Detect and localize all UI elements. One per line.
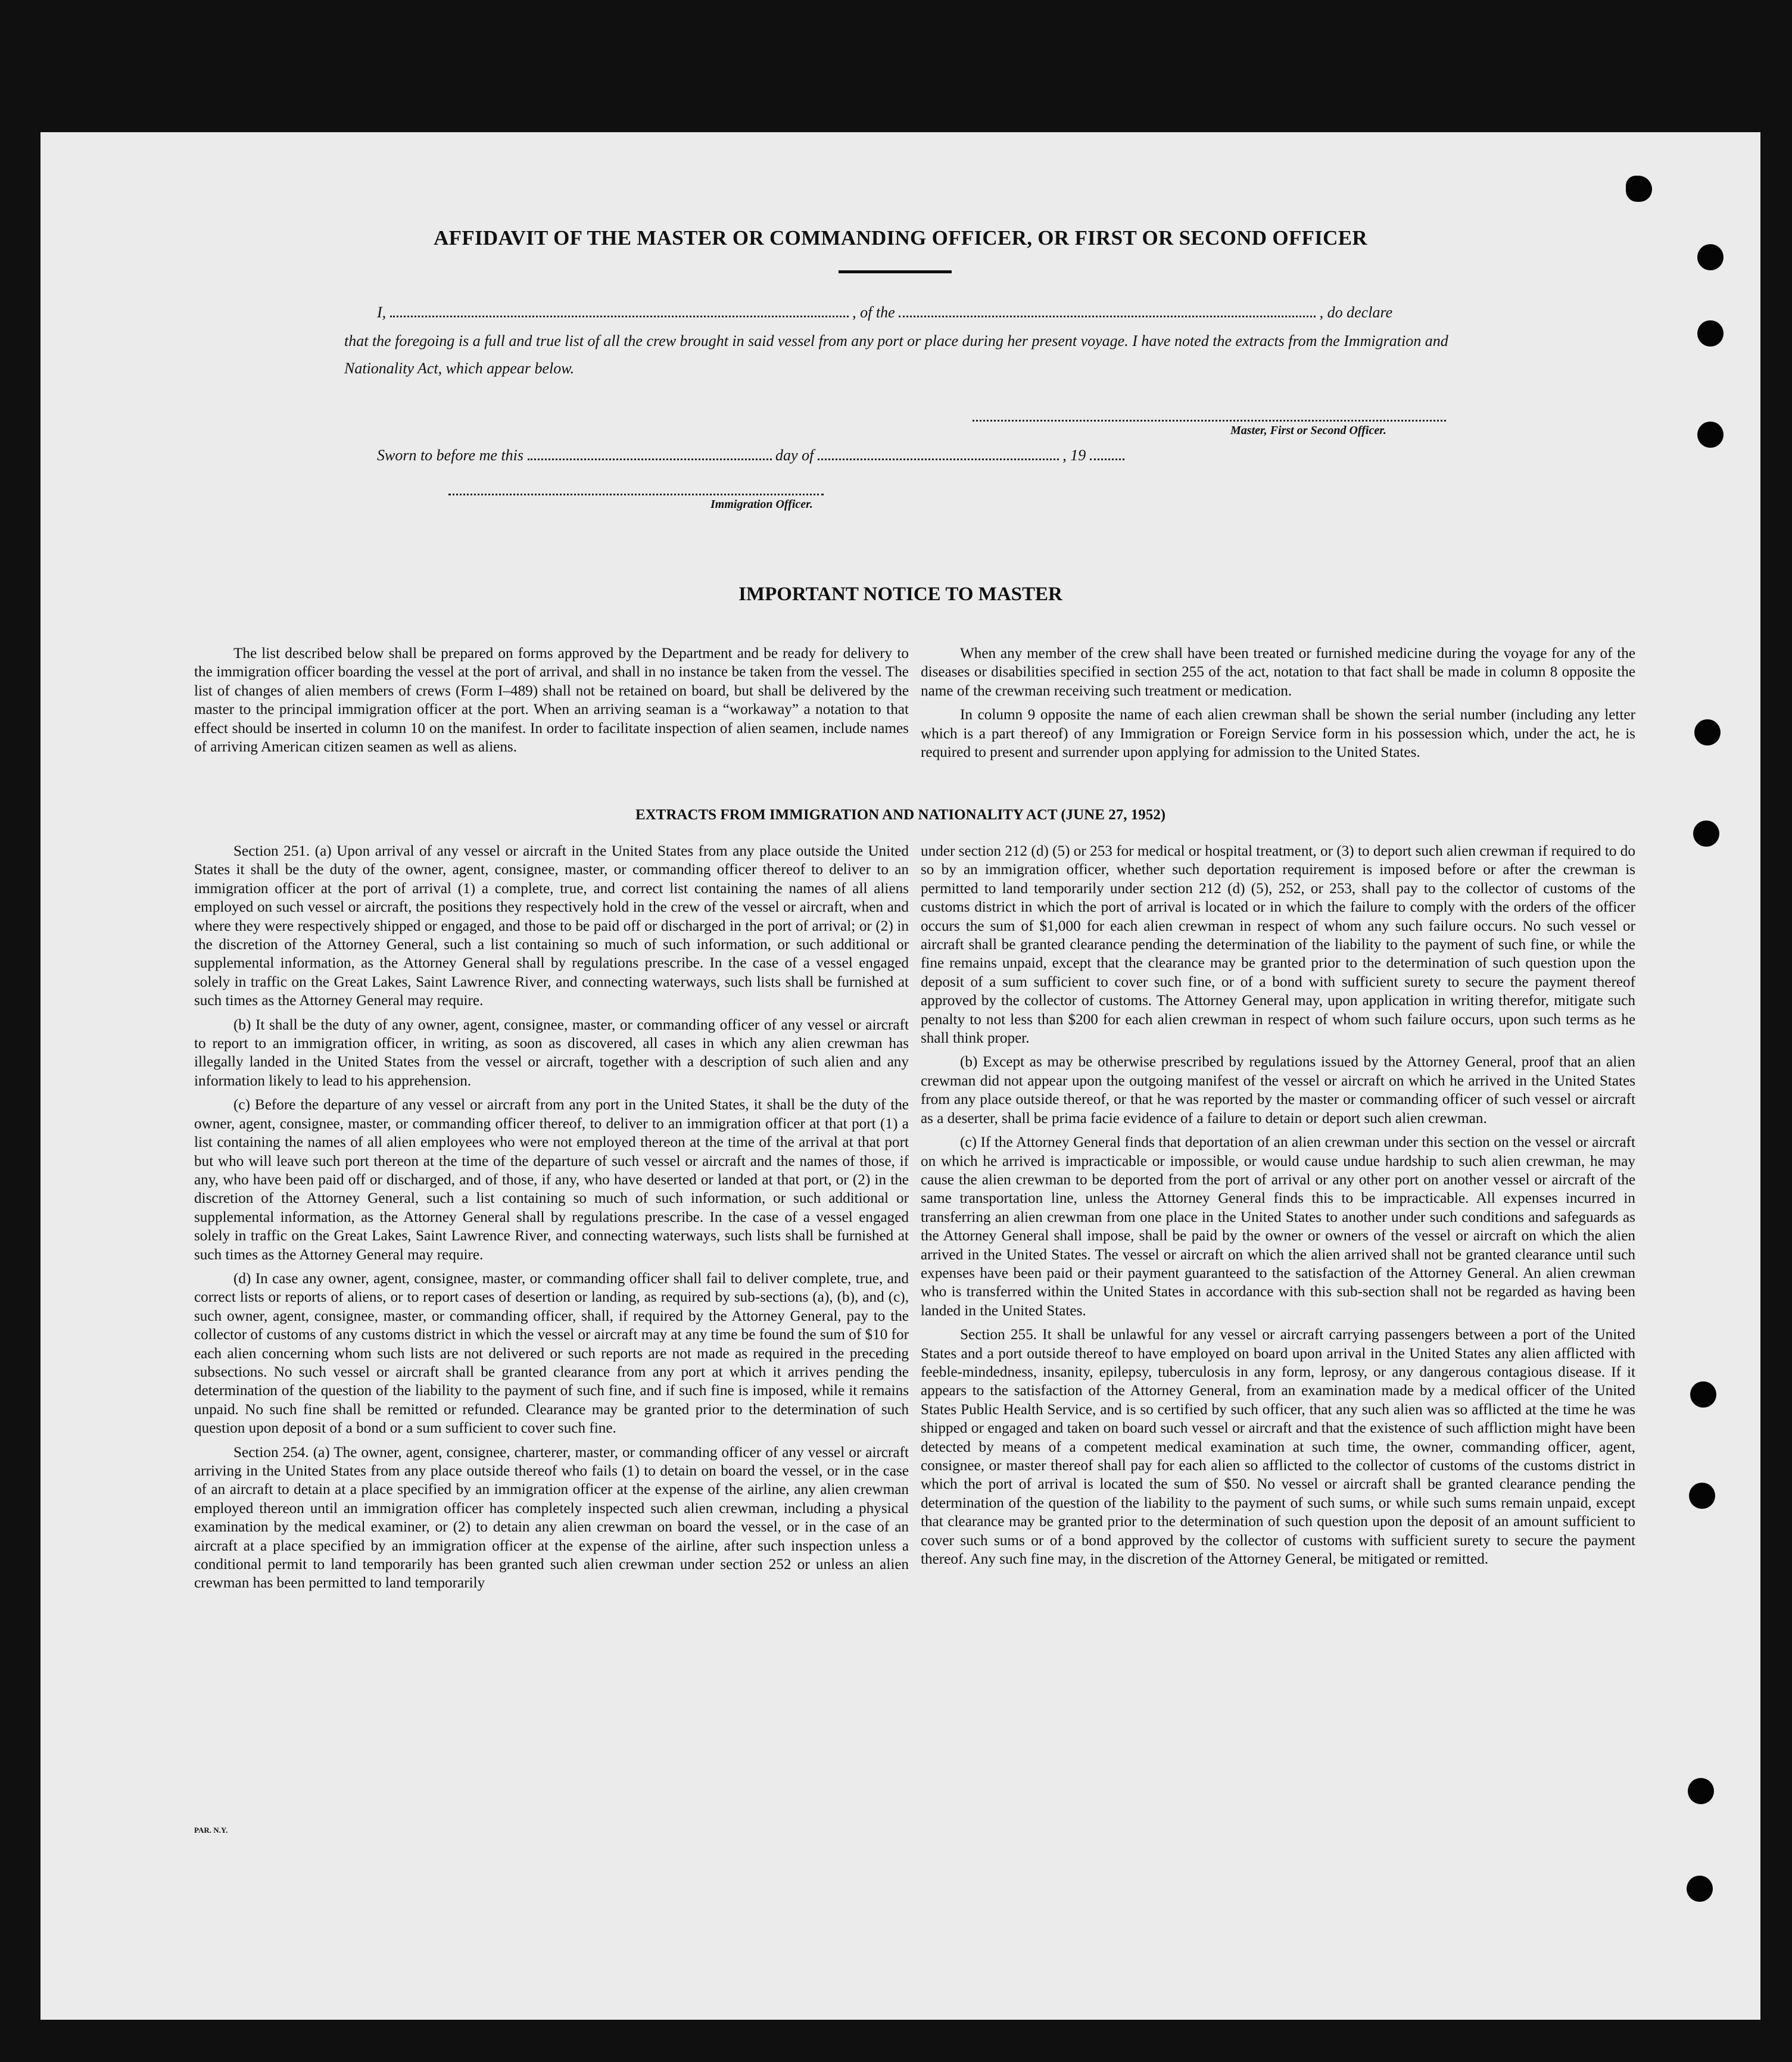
notice-left-paragraph: The list described below shall be prepared on forms approved by the Department and be ready for delivery to the immigration officer boarding the vessel at the port of arrival, and shall in no instance be taken from the vessel. The list of changes of alien members of crews (Form I–489) shall not be retained on board, but shall be delivered by the master to the principal immigration officer at the port. When an arriving seaman is a “workaway” a notation to that effect should be inserted in column 10 on the manifest. In order to facilitate inspection of alien seamen, include names of arriving American citizen seamen as well as aliens. bbox=[194, 645, 909, 756]
immigration-caption: Immigration Officer. bbox=[710, 498, 813, 511]
declarant-name-field[interactable] bbox=[390, 316, 849, 317]
notice-title: IMPORTANT NOTICE TO MASTER bbox=[738, 584, 1062, 605]
punch-hole-icon bbox=[1689, 1483, 1715, 1509]
extract-paragraph: under section 212 (d) (5) or 253 for medical or hospital treatment, or (3) to deport such alien crewman if required to do so by an immigration officer, whether such deportation requirement is imposed before or after the crewman is permitted to land temporarily under section 212 (d) (5), 252, or 253, shall pay to the collector of customs of the customs district in which the port of arrival is located or in which the failure to comply with the orders of the officer occurs the sum of $1,000 for each alien crewman in respect of whom any such failure occurs. No such vessel or aircraft shall be granted clearance pending the determination of the liability to the payment of such fine, or while the fine remains unpaid, except that the clearance may be granted prior to the determination of such question upon the deposit of a sum sufficient to cover such fine, or of a bond with sufficient surety to secure the payment thereof approved by the collector of customs. The Attorney General may, upon application in writing therefor, mitigate such penalty to not less than $200 for each alien crewman in respect of whom such failure occurs, upon such terms as he shall think proper. bbox=[921, 843, 1635, 1047]
punch-hole-icon bbox=[1626, 176, 1652, 202]
vessel-prefix: , of the bbox=[852, 304, 895, 321]
title-rule bbox=[839, 270, 952, 273]
master-signature-line[interactable] bbox=[973, 420, 1446, 422]
master-caption: Master, First or Second Officer. bbox=[1230, 424, 1386, 437]
declarant-line bbox=[377, 304, 1392, 322]
sworn-year-label: , 19 bbox=[1062, 447, 1086, 464]
extract-paragraph: (c) Before the departure of any vessel or aircraft from any port in the United States, it shall be the duty of the owner, agent, consignee, master, or commanding officer thereof, to deliver to an immigration officer at that port (1) a list containing the names of all alien employees who were not employed thereon at the time of the arrival at that port but who will leave such port thereon at the time of the departure of such vessel or aircraft and the names of those, if any, who have been paid off or discharged, and of those, if any, who have deserted or landed at that port, or (2) in the discretion of the Attorney General, such a list containing so much of such information, or such additional or supplemental information, as the Attorney General shall by regulations prescribe. In the case of a vessel engaged solely in traffic on the Great Lakes, Saint Lawrence River, and connecting waterways, such lists shall be furnished at such times as the Attorney General may require. bbox=[194, 1097, 909, 1263]
sworn-month-field[interactable] bbox=[818, 458, 1059, 460]
punch-hole-icon bbox=[1694, 719, 1721, 745]
sworn-day-label: day of bbox=[775, 447, 814, 464]
affidavit-title: AFFIDAVIT OF THE MASTER OR COMMANDING OFFICER, OR FIRST OR SECOND OFFICER bbox=[434, 226, 1367, 249]
extract-paragraph: (d) In case any owner, agent, consignee, master, or commanding officer shall fail to deliver complete, true, and correct lists or reports of aliens, or to report cases of desertion or landing, as required by sub-sections (a), (b), and (c), such owner, agent, consignee, master, or commanding officer, shall, if required by the Attorney General, pay to the collector of customs of any customs district in which the vessel or aircraft may at any time be found the sum of $10 for each alien concerning whom such lists are not delivered or such reports are not made as required in the preceding subsections. No such vessel or aircraft shall be granted clearance from any port at which it arrives pending the determination of the question of the liability to the payment of such fine, and if such fine is imposed, while it remains unpaid. No such fine shall be remitted or refunded. Clearance may be granted prior to the determination of such question upon deposit of a bond or a sum sufficient to cover such fine. bbox=[194, 1270, 909, 1437]
sworn-prefix: Sworn to before me this bbox=[377, 447, 524, 464]
sworn-date-field[interactable] bbox=[528, 458, 772, 460]
sworn-year-field[interactable] bbox=[1090, 458, 1124, 460]
immigration-signature-line[interactable] bbox=[448, 494, 824, 495]
punch-hole-icon bbox=[1697, 320, 1724, 347]
vessel-name-field[interactable] bbox=[899, 316, 1316, 317]
extracts-right-column bbox=[921, 842, 1635, 1574]
extract-paragraph: Section 255. It shall be unlawful for any vessel or aircraft carrying passengers between a port of the United States and a port outside thereof to have employed on board upon arrival in the United States any alien afflicted with feeble-mindedness, insanity, epilepsy, tuberculosis in any form, leprosy, or any dangerous contagious disease. If it appears to the satisfaction of the Attorney General, from an examination made by a medical officer of the United States Public Health Service, and is so certified by such officer, that any such alien was so afflicted at the time he was shipped or engaged and taken on board such vessel or aircraft and that the existence of such affliction might have been detected by means of a competent medical examination at such time, the owner, commanding officer, agent, consignee, or master thereof shall pay for each alien so afflicted to the collector of customs of the customs district in which the port of arrival is located the sum of $50. No vessel or aircraft shall be granted clearance pending the determination of the question of the liability to the payment of such sums, or while such sums remain unpaid, except that clearance may be granted prior to the determination of such question upon the deposit of an amount sufficient to cover such sums or of a bond approved by the collector of customs with sufficient surety to secure the payment thereof. Any such fine may, in the discretion of the Attorney General, be mitigated or remitted. bbox=[921, 1327, 1635, 1568]
extracts-left-column bbox=[194, 842, 909, 1598]
notice-right-paragraph-1: When any member of the crew shall have been treated or furnished medicine during the voyage for any of the diseases or disabilities specified in section 255 of the act, notation to that fact shall be made in column 8 opposite the name of the crewman receiving such treatment or medication. bbox=[921, 645, 1635, 699]
notice-left-column bbox=[194, 644, 909, 762]
sworn-line bbox=[377, 447, 1124, 464]
printer-note: PAR. N.Y. bbox=[194, 1826, 228, 1835]
extract-paragraph: Section 254. (a) The owner, agent, consignee, charterer, master, or commanding officer of any vessel or aircraft arriving in the United States from any place outside thereof who fails (1) to detain on board the vessel, or in the case of an aircraft to detain at a place specified by an immigration officer at the expense of the airline, any alien crewman employed thereon until an immigration officer has completely inspected such alien crewman, including a physical examination by the medical examiner, or (2) to detain any alien crewman on board the vessel, or in the case of an aircraft at a place specified by an immigration officer at the expense of the airline, after such inspection unless a conditional permit to land temporarily has been granted such alien crewman under section 252 or unless an alien crewman has been permitted to land temporarily bbox=[194, 1444, 909, 1592]
form-page bbox=[40, 132, 1760, 2020]
declaration-text: that the foregoing is a full and true list of all the crew brought in said vessel from any port or place during her present voyage. I have noted the extracts from the Immigration and Nationality Act, which appear below. bbox=[344, 332, 1448, 377]
declare-suffix: , do declare bbox=[1319, 304, 1393, 321]
punch-hole-icon bbox=[1688, 1778, 1714, 1804]
punch-hole-icon bbox=[1687, 1876, 1713, 1902]
punch-hole-icon bbox=[1690, 1381, 1716, 1408]
punch-hole-icon bbox=[1697, 422, 1724, 448]
punch-hole-icon bbox=[1693, 821, 1719, 847]
extract-paragraph: (c) If the Attorney General finds that deportation of an alien crewman under this section on the vessel or aircraft on which he arrived is impracticable or impossible, or would cause undue hardship to such alien crewman, he may cause the alien crewman to be deported from the port of arrival or any other port on another vessel or aircraft of the same transportation line, unless the Attorney General finds this to be impracticable. All expenses incurred in transferring an alien crewman from one place in the United States to another under such conditions and safeguards as the Attorney General shall impose, shall be paid by the owner or owners of the vessel or aircraft on which the alien arrived in the United States. The vessel or aircraft on which the alien arrived shall not be granted clearance until such expenses have been paid or their payment guaranteed to the satisfaction of the Attorney General. An alien crewman who is transferred within the United States in accordance with this sub-section shall not be regarded as having been landed in the United States. bbox=[921, 1134, 1635, 1319]
declarant-prefix: I, bbox=[377, 304, 387, 321]
extract-paragraph: Section 251. (a) Upon arrival of any vessel or aircraft in the United States from any place outside the United States it shall be the duty of the owner, agent, consignee, master, or commanding officer thereof to deliver to an immigration officer at the port of arrival (1) a complete, true, and correct list containing the names of all aliens employed on such vessel or aircraft, the positions they respectively hold in the crew of the vessel or aircraft, when and where they were respectively shipped or engaged, and those to be paid off or discharged in the port of arrival; or (2) in the discretion of the Attorney General, such a list containing so much of such information, or such additional or supplemental information, as the Attorney General shall by regulations prescribe. In the case of a vessel engaged solely in traffic on the Great Lakes, Saint Lawrence River, and connecting waterways, such lists shall be furnished at such times as the Attorney General may require. bbox=[194, 843, 909, 1009]
extract-paragraph: (b) Except as may be otherwise prescribed by regulations issued by the Attorney General, proof that an alien crewman did not appear upon the outgoing manifest of the vessel or aircraft on which he arrived in the United States from any place outside thereof, or that he was reported by the master or commanding officer of such vessel or aircraft as a deserter, shall be prima facie evidence of a failure to detain or deport such alien crewman. bbox=[921, 1054, 1635, 1127]
extract-paragraph: (b) It shall be the duty of any owner, agent, consignee, master, or commanding officer of any vessel or aircraft to report to an immigration officer, in writing, as soon as discovered, all cases in which any alien crewman has illegally landed in the United States from the vessel or aircraft, together with a description of such alien and any information likely to lead to his apprehension. bbox=[194, 1016, 909, 1089]
punch-hole-icon bbox=[1697, 244, 1724, 270]
notice-right-column bbox=[921, 644, 1635, 767]
extracts-title: EXTRACTS FROM IMMIGRATION AND NATIONALITY ACT (JUNE 27, 1952) bbox=[635, 807, 1166, 823]
notice-right-paragraph-2: In column 9 opposite the name of each alien crewman shall be shown the serial number (including any letter which is a part thereof) of any Immigration or Foreign Service form in his possession which, under the act, he is required to present and surrender upon applying for admission to the United States. bbox=[921, 707, 1635, 761]
